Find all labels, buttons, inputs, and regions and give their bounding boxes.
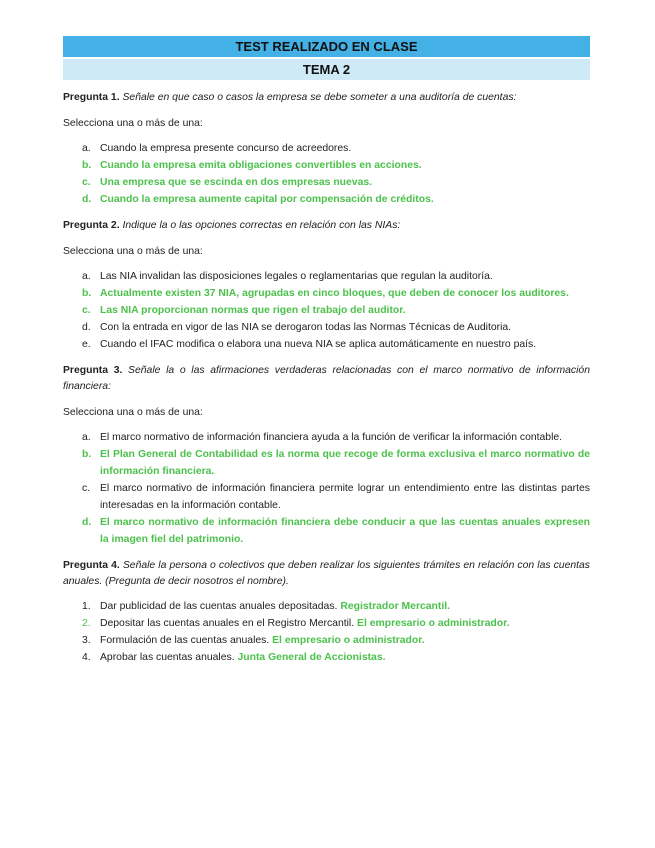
task-item xyxy=(63,649,590,666)
option-correct xyxy=(63,446,590,480)
question-label: Pregunta 3. xyxy=(63,365,123,376)
option-marker: b. xyxy=(82,160,92,171)
task-text: Dar publicidad de las cuentas anuales depositadas. xyxy=(100,601,338,612)
option-correct xyxy=(63,514,590,548)
task-marker: 2. xyxy=(82,618,91,629)
option-marker: a. xyxy=(82,271,91,282)
question-2 xyxy=(63,218,590,234)
option-text: El marco normativo de información financiera ayuda a la función de verificar la información contable. xyxy=(100,432,563,443)
option-correct xyxy=(63,191,590,208)
question-label: Pregunta 2. xyxy=(63,220,120,231)
options-list xyxy=(63,429,590,548)
option-marker: a. xyxy=(82,143,91,154)
option-marker: d. xyxy=(82,517,92,528)
options-list xyxy=(63,268,590,353)
option-text: Cuando el IFAC modifica o elabora una nueva NIA se aplica automáticamente en nuestro país. xyxy=(100,339,537,350)
option xyxy=(63,319,590,336)
question-label: Pregunta 1. xyxy=(63,92,120,103)
task-answer: Junta General de Accionistas. xyxy=(237,652,386,663)
task-marker: 1. xyxy=(82,601,91,612)
option xyxy=(63,429,590,446)
option-text: Cuando la empresa aumente capital por compensación de créditos. xyxy=(100,194,434,205)
option-correct xyxy=(63,157,590,174)
option-correct xyxy=(63,174,590,191)
question-4 xyxy=(63,558,590,590)
question-text: Señale la persona o colectivos que deben realizar los siguientes trámites en relación con las cuentas anuales. (Pregunta de decir nosotros el nombre). xyxy=(63,560,591,587)
option-marker: c. xyxy=(82,177,91,188)
option-text: Las NIA invalidan las disposiciones legales o reglamentarias que regulan la auditoría. xyxy=(100,271,493,282)
questions-container xyxy=(63,90,590,548)
option-text: Cuando la empresa presente concurso de acreedores. xyxy=(100,143,352,154)
question-1 xyxy=(63,90,590,106)
option-text: Actualmente existen 37 NIA, agrupadas en cinco bloques, que deben de conocer los auditores. xyxy=(100,288,569,299)
option-correct xyxy=(63,302,590,319)
question-prompt: Selecciona una o más de una: xyxy=(63,407,203,418)
option-correct xyxy=(63,285,590,302)
document-subtitle: TEMA 2 xyxy=(63,59,590,80)
option-text: Las NIA proporcionan normas que rigen el trabajo del auditor. xyxy=(100,305,406,316)
options-list xyxy=(63,140,590,208)
question-text: Señale en que caso o casos la empresa se debe someter a una auditoría de cuentas: xyxy=(122,92,517,103)
option xyxy=(63,268,590,285)
question-3 xyxy=(63,363,590,395)
task-answer: El empresario o administrador. xyxy=(357,618,510,629)
option-text: El marco normativo de información financiera permite lograr un entendimiento entre las distintas partes interesadas en la información contable. xyxy=(100,483,590,511)
option-marker: c. xyxy=(82,483,91,494)
task-text: Aprobar las cuentas anuales. xyxy=(100,652,235,663)
question-text: Señale la o las afirmaciones verdaderas relacionadas con el marco normativo de información financiera: xyxy=(63,365,590,392)
task-answer: El empresario o administrador. xyxy=(272,635,425,646)
question-text: Indique la o las opciones correctas en relación con las NIAs: xyxy=(122,220,401,231)
option-text: El marco normativo de información financiera debe conducir a que las cuentas anuales expresen la imagen fiel del patrimonio. xyxy=(100,517,590,545)
option-text: Una empresa que se escinda en dos empresas nuevas. xyxy=(100,177,373,188)
option-marker: d. xyxy=(82,322,91,333)
task-marker: 4. xyxy=(82,652,91,663)
task-marker: 3. xyxy=(82,635,91,646)
option-text: El Plan General de Contabilidad es la norma que recoge de forma exclusiva el marco normativo de información financiera. xyxy=(100,449,590,477)
option xyxy=(63,480,590,514)
question-label: Pregunta 4. xyxy=(63,560,120,571)
question-4-list xyxy=(63,598,590,666)
option-text: Con la entrada en vigor de las NIA se derogaron todas las Normas Técnicas de Auditoria. xyxy=(100,322,512,333)
question-prompt: Selecciona una o más de una: xyxy=(63,246,203,257)
document-page xyxy=(63,36,590,666)
task-text: Formulación de las cuentas anuales. xyxy=(100,635,270,646)
task-item xyxy=(63,598,590,615)
option-marker: a. xyxy=(82,432,91,443)
task-item xyxy=(63,615,590,632)
task-answer: Registrador Mercantil. xyxy=(340,601,451,612)
option-marker: c. xyxy=(82,305,91,316)
document-title: TEST REALIZADO EN CLASE xyxy=(63,36,590,57)
option-marker: b. xyxy=(82,288,92,299)
question-prompt: Selecciona una o más de una: xyxy=(63,118,203,129)
option-marker: e. xyxy=(82,339,91,350)
task-item xyxy=(63,632,590,649)
option-text: Cuando la empresa emita obligaciones convertibles en acciones. xyxy=(100,160,422,171)
option xyxy=(63,336,590,353)
option-marker: d. xyxy=(82,194,92,205)
task-text: Depositar las cuentas anuales en el Registro Mercantil. xyxy=(100,618,355,629)
option xyxy=(63,140,590,157)
option-marker: b. xyxy=(82,449,92,460)
